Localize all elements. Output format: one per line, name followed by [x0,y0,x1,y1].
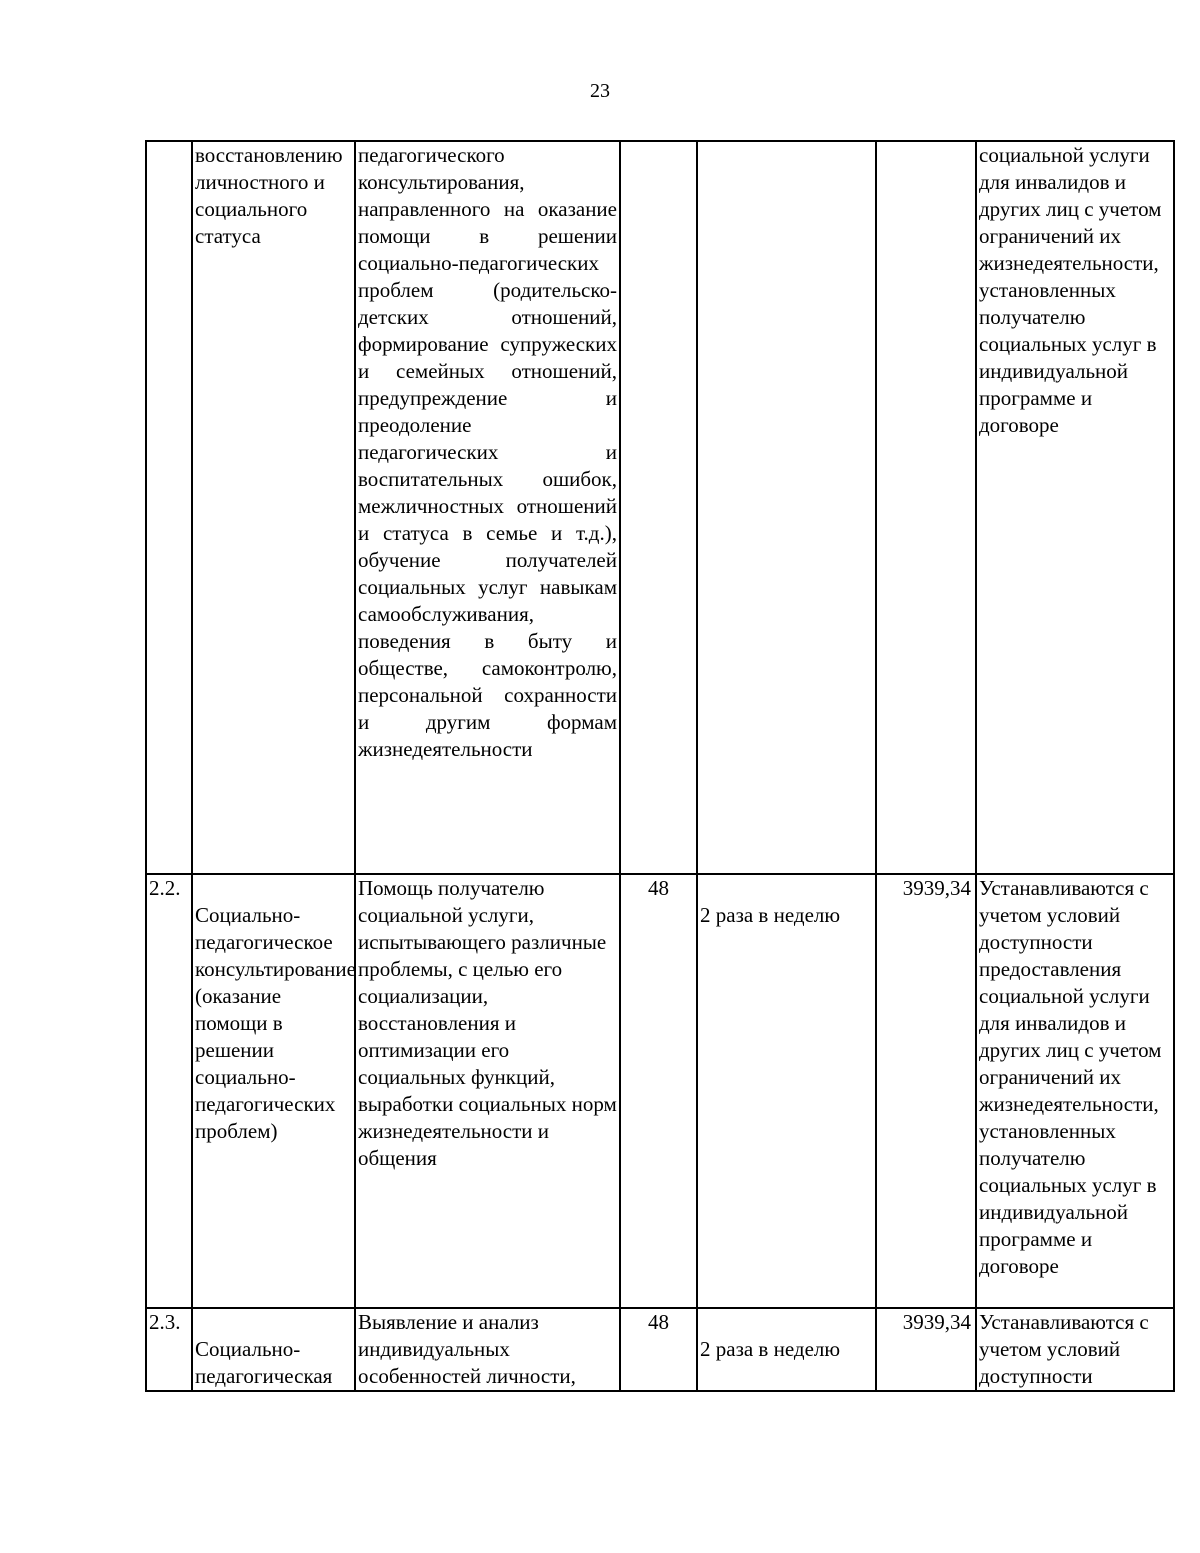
frequency-cell: 2 раза в неделю [697,874,876,1308]
row-number-cell [146,141,192,874]
conditions-cell: Устанавливаются с учетом условий доступности [976,1308,1174,1391]
services-table [145,140,1175,1392]
frequency-cell: 2 раза в неделю [697,1308,876,1391]
price-cell [876,141,976,874]
service-description-cell: педагогического консультирования, направленного на оказание помощи в решении социально-педагогических проблем (родительско-детских отношений, формирование супружеских и семейных отношений, предупреждение и преодоление педагогических и воспитательных ошибок, межличностных отношений и статуса в семье и т.д.), обучение получателей социальных услуг навыкам самообслуживания, поведения в быту и обществе, самоконтролю, персональной сохранности и другим формам жизнедеятельности [355,141,620,874]
service-description-cell: Выявление и анализ индивидуальных особенностей личности, [355,1308,620,1391]
page-number: 23 [590,80,610,102]
service-description-cell: Помощь получателю социальной услуги, испытывающего различные проблемы, с целью его социализации, восстановления и оптимизации его социальных функций, выработки социальных норм жизнедеятельности и общения [355,874,620,1308]
table-row [146,874,1174,1308]
conditions-cell: социальной услуги для инвалидов и других лиц с учетом ограничений их жизнедеятельности, установленных получателю социальных услуг в индивидуальной программе и договоре [976,141,1174,874]
row-number-cell: 2.3. [146,1308,192,1391]
service-name-cell: Социально-педагогическое консультирование (оказание помощи в решении социально-педагогических проблем) [192,874,355,1308]
row-number-cell: 2.2. [146,874,192,1308]
volume-cell [620,141,697,874]
conditions-cell: Устанавливаются с учетом условий доступности предоставления социальной услуги для инвалидов и других лиц с учетом ограничений их жизнедеятельности, установленных получателю социальных услуг в индивидуальной программе и договоре [976,874,1174,1308]
service-name-cell: Социально-педагогическая [192,1308,355,1391]
volume-cell: 48 [620,1308,697,1391]
price-cell: 3939,34 [876,874,976,1308]
price-cell: 3939,34 [876,1308,976,1391]
table-row [146,1308,1174,1391]
service-name-cell: восстановлению личностного и социального статуса [192,141,355,874]
table-row [146,141,1174,874]
volume-cell: 48 [620,874,697,1308]
frequency-cell [697,141,876,874]
